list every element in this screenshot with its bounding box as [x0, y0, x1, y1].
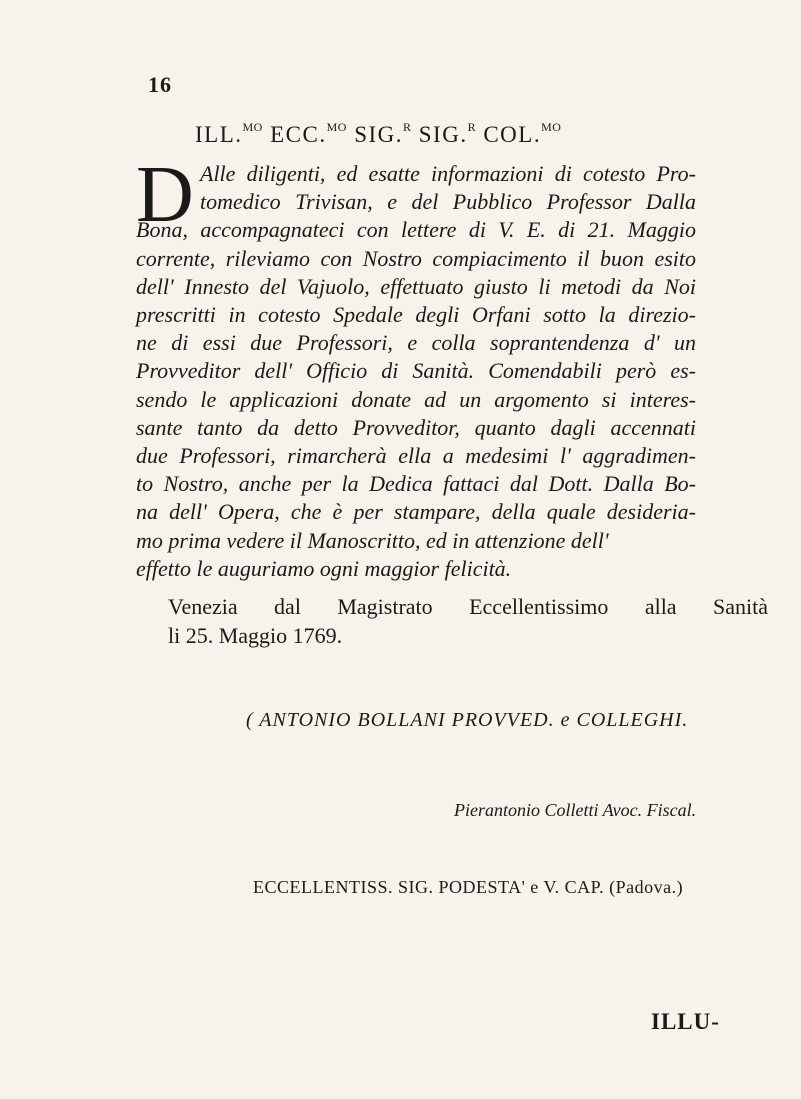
addressee-line: ECCELLENTISS. SIG. PODESTA' e V. CAP. (Padova.)	[253, 877, 684, 897]
heading-sig-2: SIG.	[418, 122, 468, 147]
body-line: to Nostro, anche per la Dedica fattaci dal Dott. Dalla Bo-	[136, 471, 696, 497]
drop-cap: D	[136, 151, 194, 239]
catchword: ILLU-	[651, 1009, 720, 1034]
body-line: corrente, rileviamo con Nostro compiacimento il buon esito	[136, 245, 696, 271]
heading-sig-1-sup: R	[403, 120, 412, 134]
body-line: Alle diligenti, ed esatte informazioni di cotesto Pro-	[200, 161, 696, 186]
heading-sig-2-sup: R	[467, 120, 477, 134]
heading-ecc: ECC.	[270, 122, 327, 147]
body-line: prescritti in cotesto Spedale degli Orfani sotto la direzio-	[136, 302, 696, 328]
heading-col-sup: MO	[541, 120, 562, 134]
heading-sig-1: SIG.	[354, 122, 403, 147]
heading-ill: ILL.	[195, 122, 243, 147]
heading-ecc-sup: MO	[326, 120, 347, 134]
page-number: 16	[148, 72, 172, 97]
body-line: dell' Innesto del Vajuolo, effettuato giusto li metodi da Noi	[136, 273, 696, 299]
body-line: sendo le applicazioni donate ad un argomento si interes-	[136, 386, 696, 412]
body-line: tomedico Trivisan, e del Pubblico Professor Dalla	[200, 189, 696, 215]
signature-colletti: Pierantonio Colletti Avoc. Fiscal.	[454, 800, 697, 820]
place-line: Venezia dal Magistrato Eccellentissimo alla Sanità	[168, 594, 768, 619]
heading-col: COL.	[483, 122, 542, 147]
body-line: na dell' Opera, che è per stampare, della quale desideria-	[136, 499, 696, 525]
body-line: due Professori, rimarcherà ella a medesimi l' aggradimen-	[136, 443, 696, 469]
body-line: sante tanto da detto Provveditor, quanto dagli accennati	[136, 414, 696, 440]
date-line: li 25. Maggio 1769.	[168, 623, 343, 648]
salutation-heading	[195, 120, 561, 148]
body-line: effetto le auguriamo ogni maggior felicità.	[136, 555, 512, 581]
body-line: Provveditor dell' Officio di Sanità. Comendabili però es-	[136, 358, 696, 384]
letter-body	[136, 151, 696, 583]
body-line: mo prima vedere il Manoscritto, ed in attenzione dell'	[136, 527, 609, 553]
heading-ill-sup: MO	[242, 120, 263, 134]
signature-bollani: ( ANTONIO BOLLANI PROVVED. e COLLEGHI.	[246, 709, 689, 731]
place-and-date	[168, 592, 768, 650]
body-line: Bona, accompagnateci con lettere di V. E. di 21. Maggio	[136, 217, 696, 243]
body-line: ne di essi due Professori, e colla soprantendenza d' un	[136, 330, 696, 356]
